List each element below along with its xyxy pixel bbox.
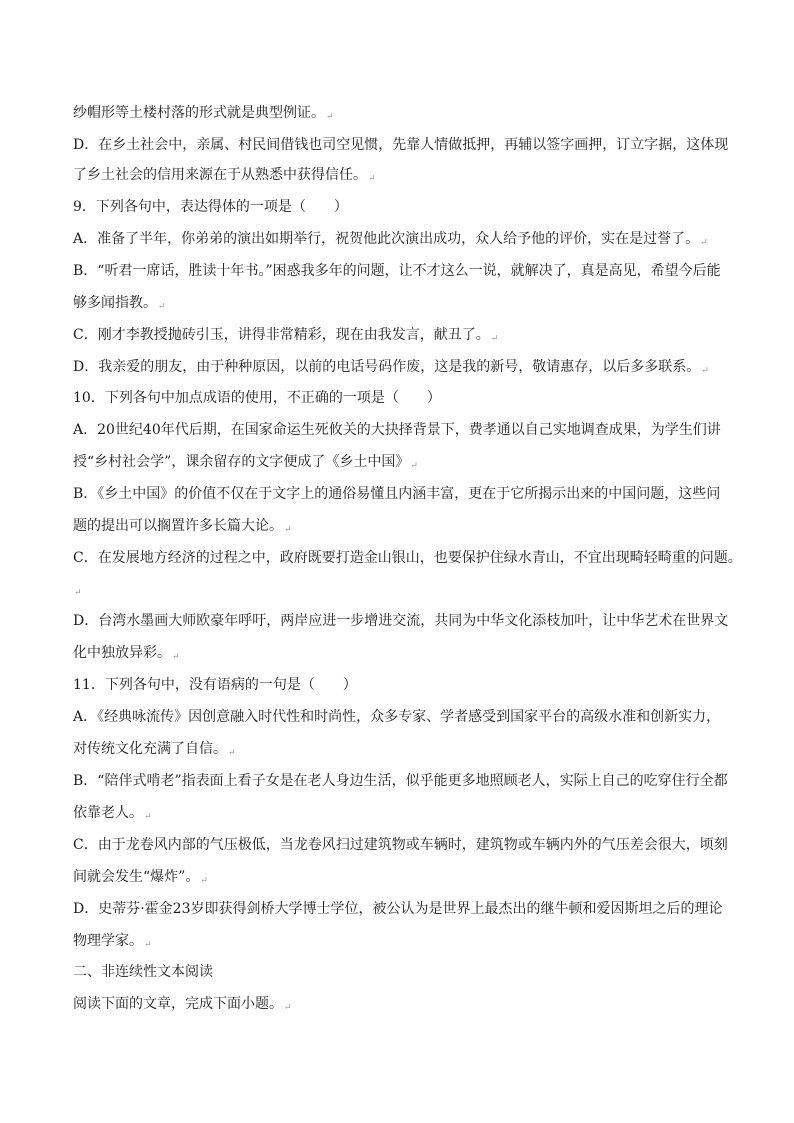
line-text: A．《经典咏流传》因创意融入时代性和时尚性，众多专家、学者感受到国家平台的高级水准和创新实力， xyxy=(73,709,721,725)
option-line xyxy=(73,262,721,280)
line-text: A．20世纪40年代后期，在国家命运生死攸关的大抉择背景下，费孝通以自己实地调查成果，为学生们讲 xyxy=(73,422,721,438)
line-text: 对传统文化充满了自信。 xyxy=(73,741,227,757)
paragraph-mark-icon: ↵ xyxy=(326,112,334,122)
question-heading xyxy=(73,676,357,694)
line-text: C．在发展地方经济的过程之中，政府既要打造金山银山，也要保护住绿水青山，不宜出现畸轻畸重的问题。 xyxy=(73,550,742,566)
line-text: 二、非连续性文本阅读 xyxy=(73,964,213,980)
paragraph-mark-icon: ↵ xyxy=(158,302,166,312)
text-line xyxy=(73,294,166,316)
text-line xyxy=(73,104,334,126)
line-text: C．刚才李教授抛砖引玉，讲得非常精彩，现在由我发言，献丑了。 xyxy=(73,327,490,343)
line-text: 化中独放异彩。 xyxy=(73,645,171,661)
line-text: B．“听君一席话，胜读十年书。”困惑我多年的问题，让不才这么一说，就解决了，真是高见，希望今后能 xyxy=(73,263,721,279)
line-text: 物理学家。 xyxy=(73,933,143,949)
option-line xyxy=(73,612,728,630)
paragraph-mark-icon: ↵ xyxy=(284,1003,292,1013)
text-line xyxy=(73,932,152,954)
text-line xyxy=(73,517,292,539)
text-line xyxy=(73,644,180,666)
paragraph-mark-icon: ↵ xyxy=(368,174,376,184)
line-text: 间就会发生“爆炸”。 xyxy=(73,869,200,885)
text-line xyxy=(73,995,292,1017)
line-text: D．台湾水墨画大师欧豪年呼吁，两岸应进一步增进交流，共同为中华文化添枝加叶，让中华艺术在世界文 xyxy=(73,613,729,629)
option-line xyxy=(73,230,708,252)
paragraph-mark-icon: ↵ xyxy=(228,748,236,758)
option-line xyxy=(73,900,723,918)
text-line xyxy=(73,740,236,762)
section-heading xyxy=(73,963,213,981)
line-text: A．准备了半年，你弟弟的演出如期举行，祝贺他此次演出成功，众人给予他的评价，实在是过誉了。 xyxy=(73,231,700,247)
option-line xyxy=(73,326,498,348)
line-text: 够多闻指教。 xyxy=(73,295,157,311)
option-line xyxy=(73,708,720,726)
paragraph-mark-icon: ↵ xyxy=(490,334,499,344)
question-heading xyxy=(73,389,441,407)
option-line xyxy=(73,421,721,439)
line-text: D．我亲爱的朋友，由于种种原因，以前的电话号码作废，这是我的新号，敬请惠存，以后多多联系。 xyxy=(73,359,701,375)
empty-line xyxy=(73,580,82,602)
line-text: 10．下列各句中加点成语的使用，不正确的一项是（ ） xyxy=(73,390,441,406)
line-text: B．“陪伴式啃老”指表面上看子女是在老人身边生活，似乎能更多地照顾老人，实际上自己的吃穿住行全都 xyxy=(73,773,728,789)
option-line xyxy=(73,836,728,854)
paragraph-mark-icon: ↵ xyxy=(701,366,709,376)
text-line xyxy=(73,804,152,826)
line-text: B．《乡土中国》的价值不仅在于文字上的通俗易懂且内涵丰富，更在于它所揭示出来的中国问题，这些问 xyxy=(73,486,721,502)
paragraph-mark-icon: ↵ xyxy=(200,876,208,886)
line-text: D．史蒂芬·霍金23岁即获得剑桥大学博士学位，被公认为是世界上最杰出的继牛顿和爱因斯坦之后的理论 xyxy=(73,901,723,917)
paragraph-mark-icon: ↵ xyxy=(700,238,708,248)
line-text: D．在乡土社会中，亲属、村民间借钱也司空见惯，先靠人情做抵押，再辅以签字画押，订立字据，这体现 xyxy=(73,137,729,153)
line-text: 依靠老人。 xyxy=(73,805,143,821)
line-text: 纱帽形等土楼村落的形式就是典型例证。 xyxy=(73,105,325,121)
paragraph-mark-icon: ↵ xyxy=(172,652,180,662)
text-line xyxy=(73,453,418,475)
text-line xyxy=(73,136,728,154)
line-text: 题的提出可以搁置许多长篇大论。 xyxy=(73,518,283,534)
paragraph-mark-icon: ↵ xyxy=(284,525,292,535)
option-line xyxy=(73,358,709,380)
line-text: 阅读下面的文章，完成下面小题。 xyxy=(73,996,283,1012)
line-text: C．由于龙卷风内部的气压极低，当龙卷风扫过建筑物或车辆时，建筑物或车辆内外的气压差会很大，顷刻 xyxy=(73,837,728,853)
text-line xyxy=(73,166,376,188)
paragraph-mark-icon: ↵ xyxy=(74,588,82,598)
option-line xyxy=(73,772,728,790)
paragraph-mark-icon: ↵ xyxy=(144,812,152,822)
paragraph-mark-icon: ↵ xyxy=(144,940,152,950)
line-text: 9．下列各句中，表达得体的一项是（ ） xyxy=(73,199,348,215)
text-line xyxy=(73,868,208,890)
option-line xyxy=(73,485,720,503)
question-heading xyxy=(73,198,348,216)
line-text: 了乡土社会的信用来源在于从熟悉中获得信任。 xyxy=(73,167,367,183)
line-text: 授“乡村社会学”，课余留存的文字便成了《乡土中国》 xyxy=(73,454,410,470)
paragraph-mark-icon: ↵ xyxy=(410,461,418,471)
line-text: 11．下列各句中，没有语病的一句是（ ） xyxy=(73,677,357,693)
option-line xyxy=(73,549,742,567)
